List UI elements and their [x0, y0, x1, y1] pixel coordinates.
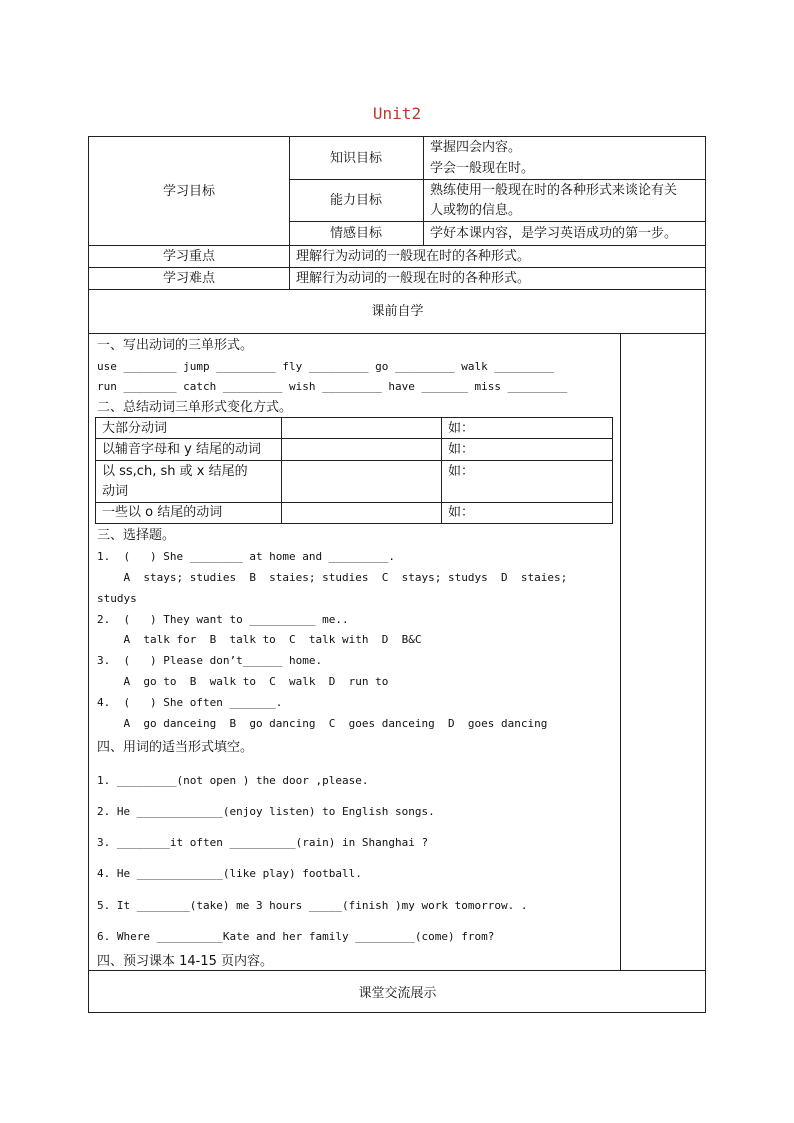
rule-row-4-type: 一些以 o 结尾的动词 [102, 505, 223, 520]
lesson-table [88, 136, 706, 1013]
question-line: A stays; studies B staies; studies C stays; studys D staies; [97, 571, 568, 584]
verb-rule-table [95, 417, 613, 524]
rule-row-3-example: 如： [448, 464, 475, 479]
key-point-content: 理解行为动词的一般现在时的各种形式。 [296, 249, 531, 264]
question-line: 3. ( ) Please don’t______ home. [97, 654, 323, 667]
question-line: 4. ( ) She often _______. [97, 696, 283, 709]
section2-heading: 二、总结动词三单形式变化方式。 [97, 400, 293, 415]
difficult-point-content: 理解行为动词的一般现在时的各种形式。 [296, 271, 531, 286]
section1-line2: run ________ catch _________ wish _________ have _______ miss _________ [97, 380, 568, 393]
objectives-label: 学习目标 [162, 184, 215, 199]
rule-row-1-type: 大部分动词 [102, 421, 168, 436]
fill-blank-line: 3. ________it often __________(rain) in Shanghai ? [97, 836, 429, 849]
rule-row-4-example: 如： [448, 505, 475, 520]
fill-blank-line: 6. Where __________Kate and her family _________(come) from? [97, 930, 495, 943]
rule-row-2-example: 如： [448, 442, 475, 457]
knowledge-goal-label: 知识目标 [329, 151, 382, 166]
class-header: 课堂交流展示 [358, 986, 437, 1001]
rule-row-3-type: 以 ss,ch, sh 或 x 结尾的 [102, 464, 248, 479]
ability-goal-label: 能力目标 [329, 193, 382, 208]
ability-goal-line2: 人或物的信息。 [430, 203, 522, 218]
rule-row-3-type-cont: 动词 [102, 484, 129, 499]
question-line: 1. ( ) She ________ at home and _________. [97, 550, 396, 563]
rule-row-1-example: 如： [448, 421, 475, 436]
knowledge-goal-line1: 掌握四会内容。 [430, 140, 522, 155]
difficult-point-label: 学习难点 [162, 271, 215, 286]
section1-heading: 一、写出动词的三单形式。 [97, 338, 254, 353]
section5-heading: 四、预习课本 14-15 页内容。 [97, 954, 274, 969]
rule-row-2-type: 以辅音字母和 y 结尾的动词 [102, 442, 261, 457]
section4-heading: 四、用词的适当形式填空。 [97, 740, 254, 755]
fill-blank-line: 2. He _____________(enjoy listen) to English songs. [97, 805, 435, 818]
section1-line1: use ________ jump _________ fly _________ go _________ walk _________ [97, 360, 554, 373]
fill-blank-line: 5. It ________(take) me 3 hours _____(finish )my work tomorrow. . [97, 899, 528, 912]
ability-goal-line1: 熟练使用一般现在时的各种形式来谈论有关 [430, 183, 678, 198]
emotion-goal-label: 情感目标 [329, 226, 382, 241]
fill-blank-line: 1. _________(not open ) the door ,please. [97, 774, 369, 787]
question-line: A go to B walk to C walk D run to [97, 675, 389, 688]
knowledge-goal-line2: 学会一般现在时。 [430, 161, 535, 176]
preview-header: 课前自学 [371, 304, 424, 319]
question-line: A talk for B talk to C talk with D B&C [97, 633, 422, 646]
fill-blank-line: 4. He _____________(like play) football. [97, 867, 362, 880]
question-line: studys [97, 592, 137, 605]
emotion-goal-content: 学好本课内容，是学习英语成功的第一步。 [430, 226, 678, 241]
question-line: A go danceing B go dancing C goes danceing D goes dancing [97, 717, 548, 730]
key-point-label: 学习重点 [162, 249, 215, 264]
page-title: Unit2 [372, 104, 422, 123]
section3-heading: 三、选择题。 [97, 528, 176, 543]
question-line: 2. ( ) They want to __________ me.. [97, 613, 349, 626]
